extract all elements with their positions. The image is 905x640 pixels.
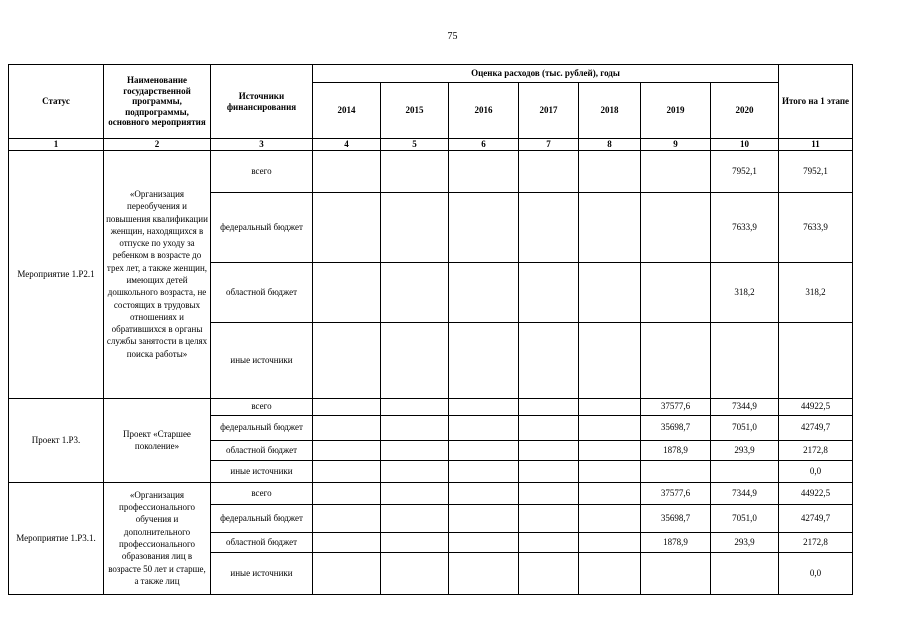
- total-cell: 7952,1: [779, 150, 853, 192]
- value-cell: [381, 398, 449, 415]
- value-cell: [313, 415, 381, 440]
- value-cell: [579, 150, 641, 192]
- header-status: Статус: [9, 65, 104, 139]
- value-cell: [313, 460, 381, 482]
- total-cell: 7633,9: [779, 192, 853, 262]
- value-cell: [579, 504, 641, 532]
- column-number: 5: [381, 139, 449, 151]
- total-cell: 42749,7: [779, 504, 853, 532]
- source-cell: областной бюджет: [211, 440, 313, 460]
- value-cell: [641, 262, 711, 322]
- value-cell: [519, 192, 579, 262]
- total-cell: 44922,5: [779, 398, 853, 415]
- name-cell: Проект «Старшее поколение»: [104, 398, 211, 482]
- value-cell: [313, 504, 381, 532]
- column-number: 7: [519, 139, 579, 151]
- value-cell: [519, 322, 579, 398]
- status-cell: Мероприятие 1.P2.1: [9, 150, 104, 398]
- value-cell: 7633,9: [711, 192, 779, 262]
- value-cell: [711, 552, 779, 594]
- value-cell: [449, 150, 519, 192]
- header-year: 2019: [641, 83, 711, 139]
- value-cell: 1878,9: [641, 532, 711, 552]
- header-name: Наименование государственной программы, подпрограммы, основного мероприятия: [104, 65, 211, 139]
- table-row: [9, 482, 853, 504]
- value-cell: [449, 504, 519, 532]
- source-cell: областной бюджет: [211, 262, 313, 322]
- column-number: 2: [104, 139, 211, 151]
- value-cell: [519, 504, 579, 532]
- value-cell: [519, 440, 579, 460]
- header-year: 2018: [579, 83, 641, 139]
- value-cell: [449, 532, 519, 552]
- value-cell: [381, 192, 449, 262]
- value-cell: [313, 192, 381, 262]
- value-cell: [381, 150, 449, 192]
- column-number: 11: [779, 139, 853, 151]
- header-year: 2016: [449, 83, 519, 139]
- header-estimate: Оценка расходов (тыс. рублей), годы: [313, 65, 779, 83]
- value-cell: 318,2: [711, 262, 779, 322]
- value-cell: 7051,0: [711, 415, 779, 440]
- source-cell: иные источники: [211, 322, 313, 398]
- value-cell: [519, 460, 579, 482]
- value-cell: 35698,7: [641, 504, 711, 532]
- header-year: 2020: [711, 83, 779, 139]
- value-cell: [641, 192, 711, 262]
- value-cell: [579, 322, 641, 398]
- value-cell: [579, 398, 641, 415]
- value-cell: [381, 532, 449, 552]
- value-cell: [381, 262, 449, 322]
- source-cell: всего: [211, 482, 313, 504]
- value-cell: [449, 398, 519, 415]
- value-cell: [381, 322, 449, 398]
- header-year: 2014: [313, 83, 381, 139]
- value-cell: [449, 262, 519, 322]
- value-cell: [449, 460, 519, 482]
- status-cell: Проект 1.P3.: [9, 398, 104, 482]
- value-cell: [519, 398, 579, 415]
- value-cell: [641, 552, 711, 594]
- value-cell: [449, 482, 519, 504]
- value-cell: [381, 440, 449, 460]
- value-cell: [449, 440, 519, 460]
- column-number: 9: [641, 139, 711, 151]
- value-cell: 293,9: [711, 532, 779, 552]
- value-cell: [579, 415, 641, 440]
- value-cell: [313, 150, 381, 192]
- value-cell: [579, 532, 641, 552]
- header-sources: Источники финансирования: [211, 65, 313, 139]
- table-row: [9, 150, 853, 192]
- total-cell: 2172,8: [779, 440, 853, 460]
- column-number: 1: [9, 139, 104, 151]
- source-cell: федеральный бюджет: [211, 192, 313, 262]
- page-number: 75: [447, 31, 458, 42]
- total-cell: 44922,5: [779, 482, 853, 504]
- total-cell: [779, 322, 853, 398]
- value-cell: [711, 460, 779, 482]
- value-cell: [381, 504, 449, 532]
- total-cell: 0,0: [779, 460, 853, 482]
- value-cell: [449, 192, 519, 262]
- header-year: 2017: [519, 83, 579, 139]
- value-cell: 35698,7: [641, 415, 711, 440]
- source-cell: федеральный бюджет: [211, 415, 313, 440]
- column-number: 10: [711, 139, 779, 151]
- value-cell: 37577,6: [641, 482, 711, 504]
- value-cell: [313, 398, 381, 415]
- total-cell: 42749,7: [779, 415, 853, 440]
- column-number: 8: [579, 139, 641, 151]
- value-cell: [449, 322, 519, 398]
- name-cell: «Организация переобучения и повышения квалификации женщин, находящихся в отпуске по уходу за ребенком в возрасте до трех лет, а также женщин, имеющих детей дошкольного возраста, не состоящих в трудовых отношениях и обратившихся в органы службы занятости в целях поиска работы»: [104, 150, 211, 398]
- value-cell: [579, 262, 641, 322]
- source-cell: федеральный бюджет: [211, 504, 313, 532]
- value-cell: [579, 460, 641, 482]
- value-cell: [519, 552, 579, 594]
- header-year: 2015: [381, 83, 449, 139]
- total-cell: 2172,8: [779, 532, 853, 552]
- value-cell: [313, 532, 381, 552]
- source-cell: всего: [211, 150, 313, 192]
- value-cell: 7952,1: [711, 150, 779, 192]
- value-cell: [641, 150, 711, 192]
- value-cell: 7344,9: [711, 398, 779, 415]
- value-cell: [579, 440, 641, 460]
- name-cell: «Организация профессионального обучения и дополнительного профессионального образования лиц в возрасте 50 лет и старше, а также лиц: [104, 482, 211, 594]
- value-cell: [381, 415, 449, 440]
- value-cell: [579, 482, 641, 504]
- table-row: [9, 398, 853, 415]
- value-cell: [711, 322, 779, 398]
- expenditure-table: [8, 64, 853, 595]
- value-cell: [313, 552, 381, 594]
- value-cell: [579, 192, 641, 262]
- source-cell: иные источники: [211, 460, 313, 482]
- value-cell: [313, 482, 381, 504]
- value-cell: [381, 482, 449, 504]
- value-cell: [519, 150, 579, 192]
- value-cell: [449, 552, 519, 594]
- value-cell: 7051,0: [711, 504, 779, 532]
- column-number: 3: [211, 139, 313, 151]
- value-cell: [519, 482, 579, 504]
- column-number: 4: [313, 139, 381, 151]
- total-cell: 318,2: [779, 262, 853, 322]
- value-cell: [641, 460, 711, 482]
- source-cell: иные источники: [211, 552, 313, 594]
- value-cell: [313, 262, 381, 322]
- value-cell: [519, 262, 579, 322]
- header-total: Итого на 1 этапе: [779, 65, 853, 139]
- source-cell: областной бюджет: [211, 532, 313, 552]
- value-cell: 7344,9: [711, 482, 779, 504]
- value-cell: [381, 460, 449, 482]
- value-cell: 1878,9: [641, 440, 711, 460]
- value-cell: 293,9: [711, 440, 779, 460]
- status-cell: Мероприятие 1.P3.1.: [9, 482, 104, 594]
- value-cell: [519, 532, 579, 552]
- value-cell: [641, 322, 711, 398]
- value-cell: [579, 552, 641, 594]
- value-cell: [313, 440, 381, 460]
- total-cell: 0,0: [779, 552, 853, 594]
- column-number: 6: [449, 139, 519, 151]
- source-cell: всего: [211, 398, 313, 415]
- value-cell: [449, 415, 519, 440]
- value-cell: [381, 552, 449, 594]
- value-cell: [313, 322, 381, 398]
- value-cell: [519, 415, 579, 440]
- value-cell: 37577,6: [641, 398, 711, 415]
